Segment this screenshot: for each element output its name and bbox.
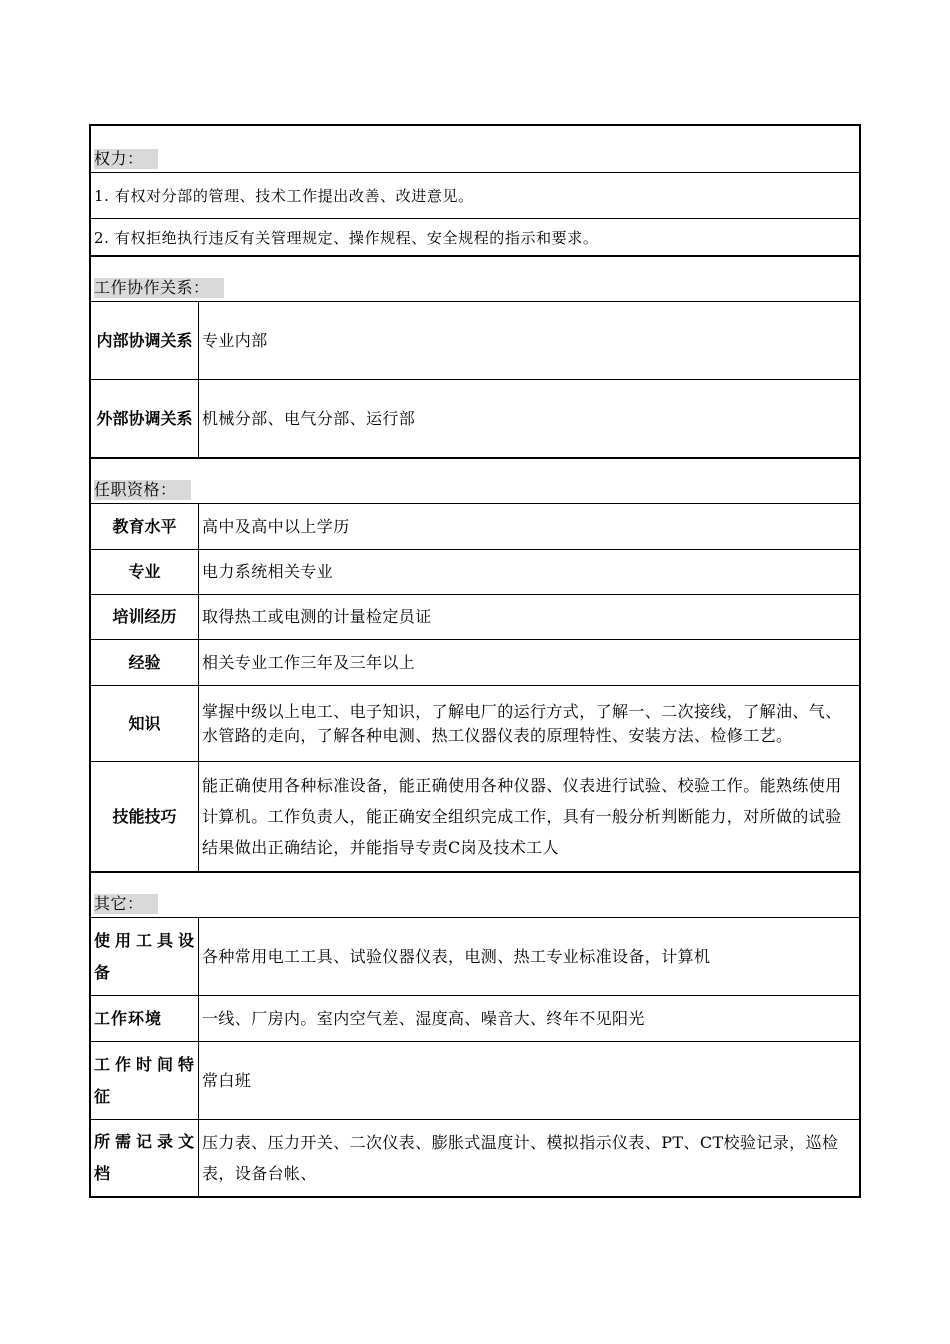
other-row-work-hours	[91, 1041, 859, 1119]
qualification-row-experience	[91, 639, 859, 685]
section-header-authority	[91, 126, 859, 172]
row-value: 高中及高中以上学历	[202, 516, 350, 536]
row-label: 培训经历	[91, 595, 199, 639]
row-value: 压力表、压力开关、二次仪表、膨胀式温度计、模拟指示仪表、PT、CT校验记录，巡检表，设备台帐、	[202, 1133, 839, 1183]
section-header-qualification	[91, 457, 859, 503]
other-row-environment	[91, 995, 859, 1041]
other-row-records	[91, 1119, 859, 1196]
row-value: 取得热工或电测的计量检定员证	[202, 607, 432, 626]
row-label: 使用工具设备	[91, 918, 199, 995]
row-label: 内部协调关系	[91, 302, 199, 379]
section-header-cooperation	[91, 255, 859, 301]
row-value: 相关专业工作三年及三年以上	[202, 652, 416, 672]
row-label: 工作时间特征	[91, 1042, 199, 1119]
authority-item-text: 2. 有权拒绝执行违反有关管理规定、操作规程、安全规程的指示和要求。	[94, 228, 599, 247]
qualification-row-education	[91, 503, 859, 549]
section-title-authority: 权力：	[94, 149, 158, 169]
row-value: 能正确使用各种标准设备，能正确使用各种仪器、仪表进行试验、校验工作。能熟练使用计算机。工作负责人，能正确安全组织完成工作，具有一般分析判断能力，对所做的试验结果做出正确结论，并能指导专责C岗及技术工人	[202, 776, 842, 857]
section-header-other	[91, 871, 859, 917]
authority-item	[91, 172, 859, 218]
row-label: 经验	[91, 640, 199, 685]
row-value: 掌握中级以上电工、电子知识，了解电厂的运行方式，了解一、二次接线，了解油、气、水管路的走向，了解各种电测、热工仪器仪表的原理特性、安装方法、检修工艺。	[202, 701, 842, 745]
other-row-tools	[91, 917, 859, 995]
row-value: 各种常用电工工具、试验仪器仪表，电测、热工专业标准设备，计算机	[202, 946, 711, 966]
row-label: 所需记录文档	[91, 1120, 199, 1196]
qualification-row-knowledge	[91, 685, 859, 761]
section-title-cooperation: 工作协作关系：	[94, 278, 224, 298]
authority-item	[91, 218, 859, 255]
row-label: 工作环境	[91, 996, 199, 1041]
cooperation-row-internal	[91, 301, 859, 379]
authority-item-text: 1. 有权对分部的管理、技术工作提出改善、改进意见。	[94, 187, 474, 205]
qualification-row-major	[91, 549, 859, 594]
row-value: 常白班	[202, 1070, 252, 1090]
section-title-other: 其它：	[94, 894, 158, 914]
row-label: 技能技巧	[91, 762, 199, 871]
qualification-row-training	[91, 594, 859, 639]
qualification-row-skills	[91, 761, 859, 871]
cooperation-row-external	[91, 379, 859, 457]
row-label: 教育水平	[91, 504, 199, 549]
row-label: 专业	[91, 550, 199, 594]
section-title-qualification: 任职资格：	[94, 480, 191, 500]
row-value: 电力系统相关专业	[202, 562, 334, 581]
row-value: 机械分部、电气分部、运行部	[202, 408, 416, 428]
row-label: 知识	[91, 686, 199, 761]
row-value: 一线、厂房内。室内空气差、湿度高、噪音大、终年不见阳光	[202, 1008, 645, 1028]
row-value: 专业内部	[202, 330, 268, 350]
row-label: 外部协调关系	[91, 380, 199, 457]
job-description-table	[89, 124, 861, 1198]
